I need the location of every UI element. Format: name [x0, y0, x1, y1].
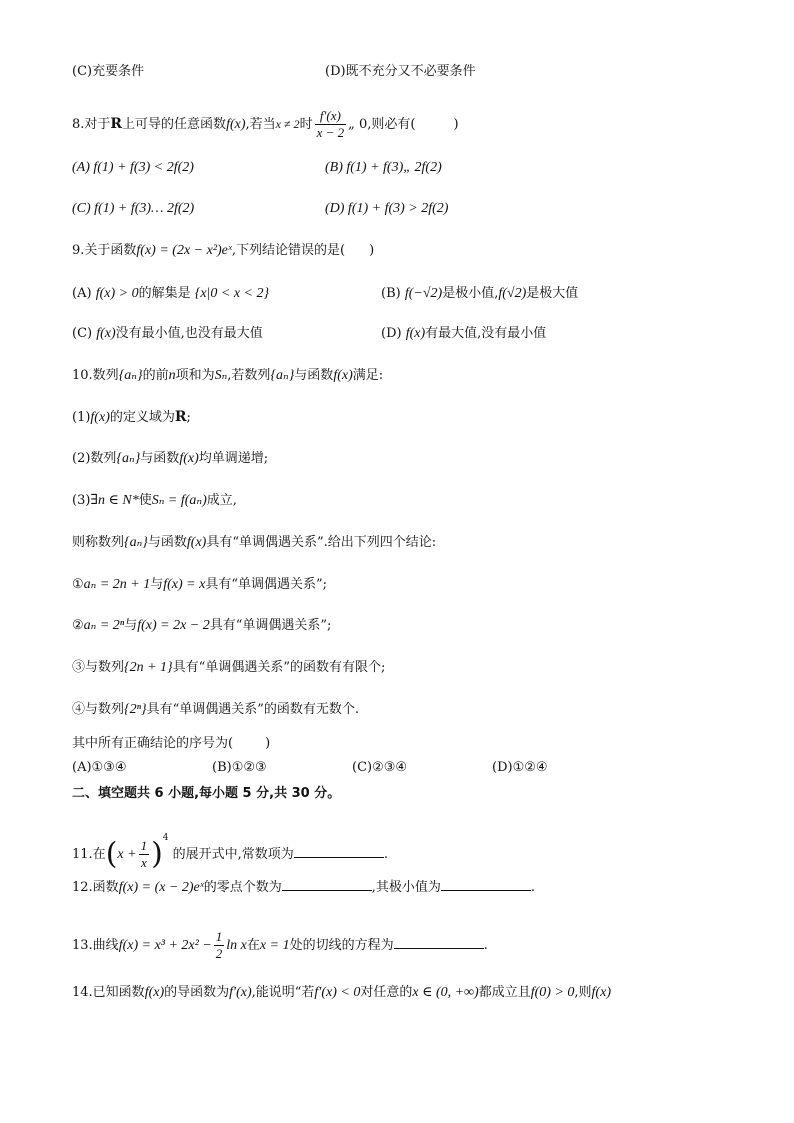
question-8-option-d: (D) f(1) + f(3) > 2f(2) — [325, 201, 449, 216]
question-9-stem: 9.关于函数f(x) = (2x − x²)eˣ,下列结论错误的是( ) — [72, 243, 375, 258]
question-10-condition-1: (1)f(x)的定义域为R; — [72, 409, 191, 425]
question-10-statement-3: ③与数列{2n + 1}具有“单调偶遇关系”的函数有有限个; — [72, 660, 386, 675]
question-8-option-b: (B) f(1) + f(3)„ 2f(2) — [325, 160, 442, 175]
question-8-option-a: (A) f(1) + f(3) < 2f(2) — [72, 160, 194, 175]
question-14: 14.已知函数f(x)的导函数为f′(x),能说明“若f′(x) < 0对任意的x ∈ (0, +∞)都成立且f(0) > 0,则f(x) — [72, 985, 611, 1000]
question-10-option-b: (B)①②③ — [212, 760, 267, 775]
question-10-statement-4: ④与数列{2ⁿ}具有“单调偶遇关系”的函数有无数个. — [72, 702, 360, 717]
q8-fraction: $\frac{f'(x)}{x - 2}$ — [316, 108, 345, 140]
question-10-ask: 其中所有正确结论的序号为( ) — [72, 736, 271, 751]
question-10-condition-2: (2)数列{aₙ}与函数f(x)均单调递增; — [72, 451, 269, 466]
question-8-option-c: (C) f(1) + f(3)… 2f(2) — [72, 201, 195, 216]
question-9-option-c: (C) f(x)没有最小值,也没有最大值 — [72, 326, 263, 341]
question-10-statement-2: ②aₙ = 2ⁿ与f(x) = 2x − 2具有“单调偶遇关系”; — [72, 618, 332, 633]
q13-fraction: $\frac{1}{2}$ — [215, 929, 223, 961]
answer-blank-q13[interactable] — [394, 936, 484, 949]
answer-blank-q12a[interactable] — [282, 878, 372, 891]
question-9-option-b: (B) f(−√2)是极小值,f(√2)是极大值 — [381, 286, 579, 301]
question-10-condition-3: (3)∃n ∈ N*使Sₙ = f(aₙ)成立, — [72, 493, 237, 508]
question-11: 11.在(x + $\frac{1}{x}$ )$^4$ 的展开式中,常数项为 . — [72, 833, 388, 872]
q11-fraction: $\frac{1}{x}$ — [140, 838, 148, 870]
question-9-option-a: (A) f(x) > 0的解集是 {x|0 < x < 2} — [72, 286, 270, 301]
question-8-stem: 8.对于R上可导的任意函数f(x),若当x ≠ 2时 $\frac{f'(x)}{x - 2}$ „ 0,则必有( ) — [72, 108, 459, 140]
question-10-option-c: (C)②③④ — [352, 760, 408, 775]
answer-blank-q11[interactable] — [294, 845, 384, 858]
question-10-definition: 则称数列{aₙ}与函数f(x)具有“单调偶遇关系”.给出下列四个结论: — [72, 535, 437, 550]
question-12: 12.函数f(x) = (x − 2)eˣ的零点个数为 ,其极小值为 . — [72, 880, 536, 895]
question-10-option-d: (D)①②④ — [492, 760, 548, 775]
question-10-statement-1: ①aₙ = 2n + 1与f(x) = x具有“单调偶遇关系”; — [72, 577, 328, 592]
answer-blank-q12b[interactable] — [441, 878, 531, 891]
question-9-option-d: (D) f(x)有最大值,没有最小值 — [381, 326, 547, 341]
question-10-stem: 10.数列{aₙ}的前n项和为Sₙ,若数列{aₙ}与函数f(x)满足: — [72, 368, 384, 383]
question-10-option-a: (A)①③④ — [72, 760, 127, 775]
section-2-heading: 二、填空题共 6 小题,每小题 5 分,共 30 分。 — [72, 786, 341, 801]
option-d-top: (D)既不充分又不必要条件 — [325, 64, 476, 79]
question-13: 13.曲线f(x) = x³ + 2x² − $\frac{1}{2}$ ln x在x = 1处的切线的方程为 . — [72, 929, 488, 961]
option-c-top: (C)充要条件 — [72, 64, 145, 79]
